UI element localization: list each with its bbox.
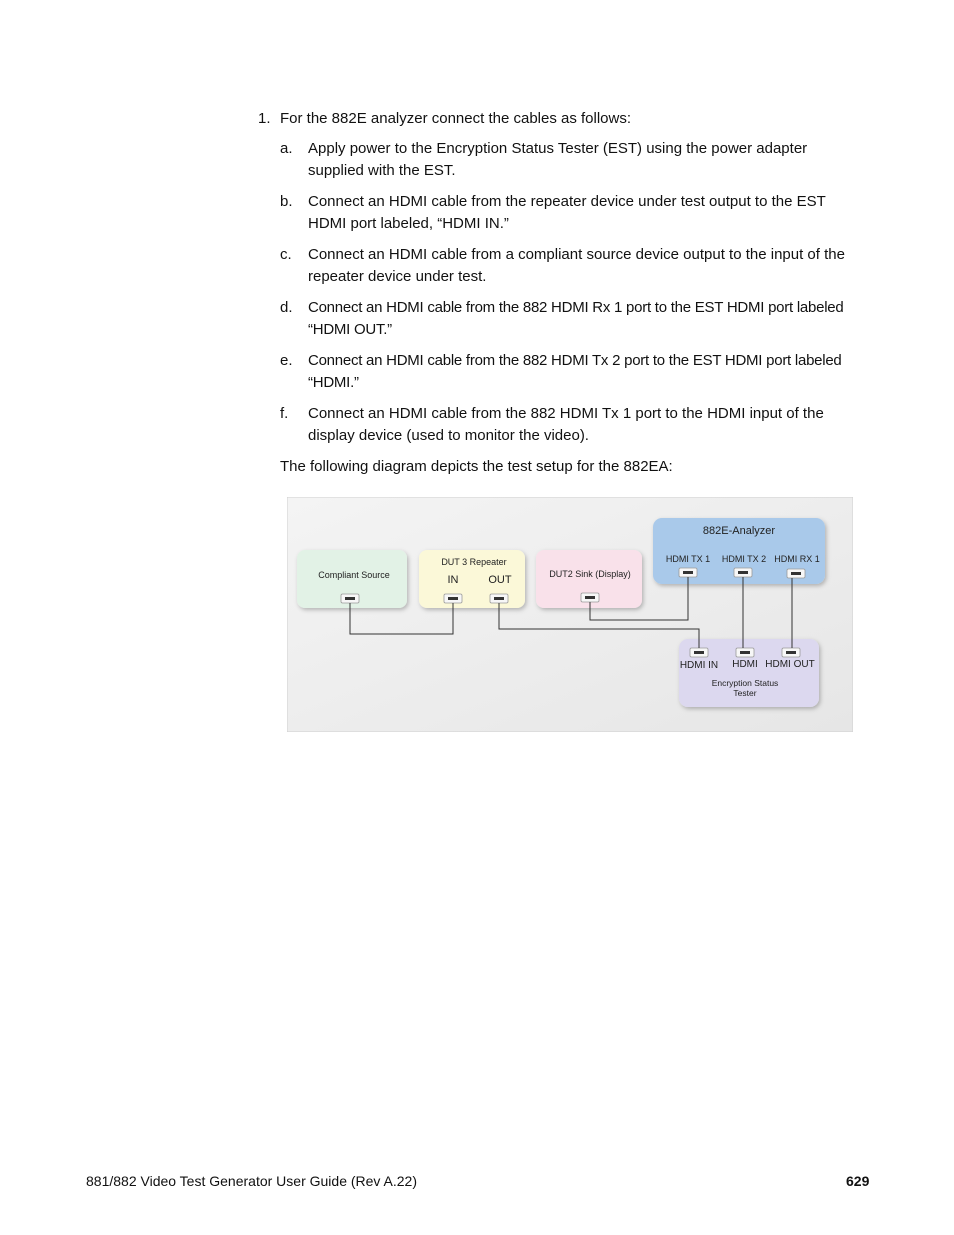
tester-in-label: HDMI IN: [679, 660, 719, 671]
analyzer-rx1-port: [787, 569, 805, 578]
substep-line: supplied with the EST.: [308, 162, 456, 179]
substep-letter: c.: [280, 246, 292, 263]
substep-letter: a.: [280, 140, 293, 157]
tester-out-port: [782, 648, 800, 657]
compliant-source-label: Compliant Source: [318, 570, 390, 580]
substep-line: “HDMI OUT.”: [308, 321, 392, 338]
substep-line: repeater device under test.: [308, 268, 487, 285]
substep-letter: e.: [280, 352, 293, 369]
substep-line: Connect an HDMI cable from a compliant source device output to the input of the: [308, 246, 845, 263]
repeater-box: [419, 550, 525, 608]
substep-letter: b.: [280, 193, 293, 210]
sink-port: [581, 593, 599, 602]
step-text: For the 882E analyzer connect the cables as follows:: [280, 110, 632, 127]
tester-out-label: HDMI OUT: [765, 659, 815, 670]
substep-line: display device (used to monitor the video).: [308, 427, 589, 444]
tester-hdmi-label: HDMI: [732, 659, 758, 670]
tester-in-port: [690, 648, 708, 657]
substep-line: Connect an HDMI cable from the 882 HDMI Tx 2 port to the EST HDMI port labeled: [308, 352, 842, 369]
analyzer-tx2-port: [734, 568, 752, 577]
source-port: [341, 594, 359, 603]
analyzer-tx2-label: HDMI TX 2: [721, 554, 767, 564]
repeater-out-label: OUT: [488, 574, 512, 586]
substep-text: [308, 244, 872, 288]
substep-text: [308, 138, 872, 182]
substep-text: [308, 297, 872, 341]
substep-line: Connect an HDMI cable from the 882 HDMI Tx 1 port to the HDMI input of the: [308, 405, 824, 422]
substep-letter: d.: [280, 299, 293, 316]
substep-line: Connect an HDMI cable from the repeater device under test output to the EST: [308, 193, 826, 210]
step-number: 1.: [258, 110, 271, 127]
substep-line: “HDMI.”: [308, 374, 359, 391]
analyzer-tx1-label: HDMI TX 1: [665, 554, 711, 564]
substep-line: HDMI port labeled, “HDMI IN.”: [308, 215, 509, 232]
substep-text: [308, 191, 872, 235]
sink-box: [536, 550, 642, 608]
tester-title-line2: Tester: [733, 688, 757, 698]
analyzer-tx1-port: [679, 568, 697, 577]
analyzer-title: 882E-Analyzer: [702, 525, 776, 537]
repeater-out-port: [490, 594, 508, 603]
tester-title-line1: Encryption Status: [711, 678, 779, 688]
tester-box: [679, 639, 819, 707]
analyzer-box: [653, 518, 825, 584]
footer-title: 881/882 Video Test Generator User Guide (Rev A.22): [86, 1173, 418, 1189]
substep-line: Connect an HDMI cable from the 882 HDMI Rx 1 port to the EST HDMI port labeled: [308, 299, 844, 316]
substep-line: Apply power to the Encryption Status Tester (EST) using the power adapter: [308, 140, 808, 157]
substep-text: [308, 403, 872, 447]
substep-letter: f.: [280, 405, 289, 422]
sink-label: DUT2 Sink (Display): [549, 569, 631, 579]
tester-hdmi-port: [736, 648, 754, 657]
compliant-source-box: [297, 550, 407, 608]
footer-page-number: 629: [846, 1173, 870, 1189]
diagram-caption: The following diagram depicts the test setup for the 882EA:: [280, 458, 673, 475]
analyzer-rx1-label: HDMI RX 1: [774, 554, 820, 564]
test-setup-diagram: [287, 497, 853, 732]
substep-text: [308, 350, 872, 394]
repeater-in-port: [444, 594, 462, 603]
repeater-title: DUT 3 Repeater: [441, 557, 507, 567]
repeater-in-label: IN: [447, 574, 459, 586]
